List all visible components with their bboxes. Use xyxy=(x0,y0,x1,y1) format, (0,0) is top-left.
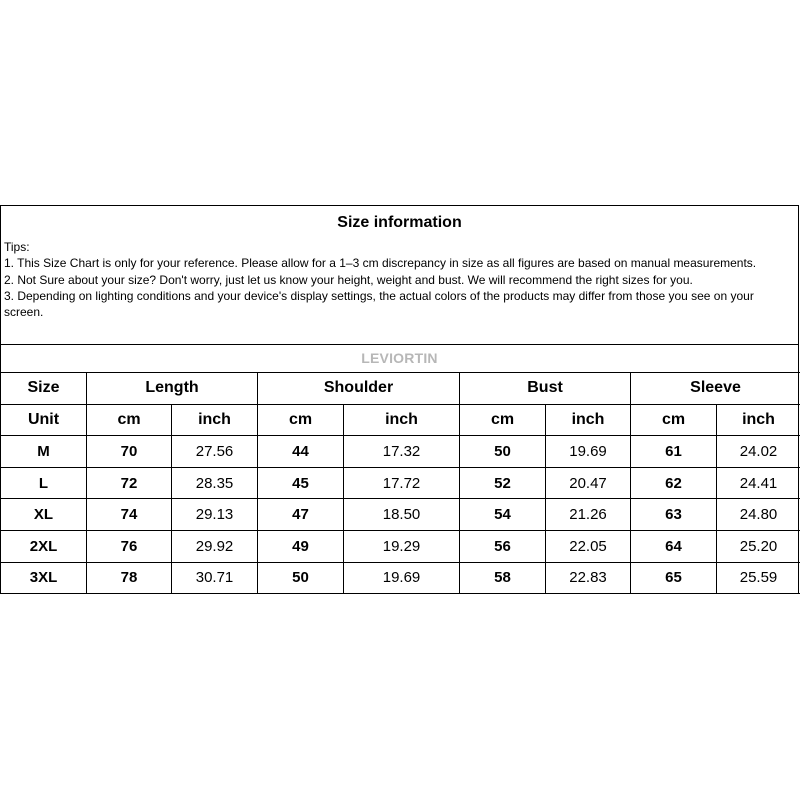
table-row xyxy=(1,499,800,531)
cell-shoulder-cm: 49 xyxy=(258,530,344,562)
unit-label: Unit xyxy=(1,404,87,436)
tips-section xyxy=(4,239,784,320)
cell-sleeve-cm: 61 xyxy=(631,436,717,468)
unit-cm: cm xyxy=(460,404,546,436)
cell-size: L xyxy=(1,467,87,499)
cell-bust-cm: 54 xyxy=(460,499,546,531)
unit-inch: inch xyxy=(172,404,258,436)
cell-length-inch: 27.56 xyxy=(172,436,258,468)
cell-length-cm: 70 xyxy=(87,436,172,468)
cell-size: 3XL xyxy=(1,562,87,594)
cell-shoulder-cm: 50 xyxy=(258,562,344,594)
cell-size: 2XL xyxy=(1,530,87,562)
tip-item: 3. Depending on lighting conditions and your device's display settings, the actual colors of the products may differ from those you see on your screen. xyxy=(4,288,754,320)
cell-bust-inch: 20.47 xyxy=(546,467,631,499)
table-row xyxy=(1,530,800,562)
unit-inch: inch xyxy=(546,404,631,436)
tip-item: 2. Not Sure about your size? Don't worry, just let us know your height, weight and bust. We will recommend the right sizes for you. xyxy=(4,272,693,287)
cell-sleeve-cm: 62 xyxy=(631,467,717,499)
cell-shoulder-inch: 17.72 xyxy=(344,467,460,499)
cell-length-cm: 74 xyxy=(87,499,172,531)
unit-inch: inch xyxy=(344,404,460,436)
cell-shoulder-inch: 19.69 xyxy=(344,562,460,594)
brand-watermark: LEVIORTIN xyxy=(1,344,798,373)
cell-length-cm: 72 xyxy=(87,467,172,499)
unit-cm: cm xyxy=(631,404,717,436)
cell-size: XL xyxy=(1,499,87,531)
cell-length-inch: 29.92 xyxy=(172,530,258,562)
unit-cm: cm xyxy=(258,404,344,436)
table-row xyxy=(1,562,800,594)
table-header-row xyxy=(1,373,800,405)
cell-bust-cm: 52 xyxy=(460,467,546,499)
cell-shoulder-cm: 47 xyxy=(258,499,344,531)
cell-length-cm: 76 xyxy=(87,530,172,562)
header-length: Length xyxy=(87,373,258,405)
cell-sleeve-inch: 25.20 xyxy=(717,530,800,562)
cell-bust-cm: 56 xyxy=(460,530,546,562)
unit-cm: cm xyxy=(87,404,172,436)
page-title: Size information xyxy=(337,214,462,231)
size-table xyxy=(0,372,800,594)
tip-item: 1. This Size Chart is only for your reference. Please allow for a 1–3 cm discrepancy in size as all figures are based on manual measurements. xyxy=(4,256,757,271)
tips-heading: Tips: xyxy=(4,240,30,254)
cell-shoulder-inch: 19.29 xyxy=(344,530,460,562)
cell-sleeve-cm: 63 xyxy=(631,499,717,531)
header-size: Size xyxy=(1,373,87,405)
cell-bust-inch: 22.05 xyxy=(546,530,631,562)
header-shoulder: Shoulder xyxy=(258,373,460,405)
cell-sleeve-inch: 24.41 xyxy=(717,467,800,499)
cell-bust-cm: 50 xyxy=(460,436,546,468)
cell-shoulder-cm: 45 xyxy=(258,467,344,499)
header-sleeve: Sleeve xyxy=(631,373,800,405)
cell-shoulder-inch: 18.50 xyxy=(344,499,460,531)
table-row xyxy=(1,436,800,468)
table-unit-row xyxy=(1,404,800,436)
cell-shoulder-cm: 44 xyxy=(258,436,344,468)
cell-sleeve-inch: 24.02 xyxy=(717,436,800,468)
cell-length-inch: 29.13 xyxy=(172,499,258,531)
cell-bust-inch: 21.26 xyxy=(546,499,631,531)
cell-sleeve-inch: 24.80 xyxy=(717,499,800,531)
cell-length-inch: 30.71 xyxy=(172,562,258,594)
table-row xyxy=(1,467,800,499)
cell-sleeve-cm: 64 xyxy=(631,530,717,562)
cell-length-inch: 28.35 xyxy=(172,467,258,499)
cell-sleeve-cm: 65 xyxy=(631,562,717,594)
cell-sleeve-inch: 25.59 xyxy=(717,562,800,594)
unit-inch: inch xyxy=(717,404,800,436)
cell-bust-inch: 19.69 xyxy=(546,436,631,468)
size-information-sheet xyxy=(0,205,799,594)
cell-length-cm: 78 xyxy=(87,562,172,594)
cell-bust-inch: 22.83 xyxy=(546,562,631,594)
cell-size: M xyxy=(1,436,87,468)
cell-shoulder-inch: 17.32 xyxy=(344,436,460,468)
header-bust: Bust xyxy=(460,373,631,405)
cell-bust-cm: 58 xyxy=(460,562,546,594)
